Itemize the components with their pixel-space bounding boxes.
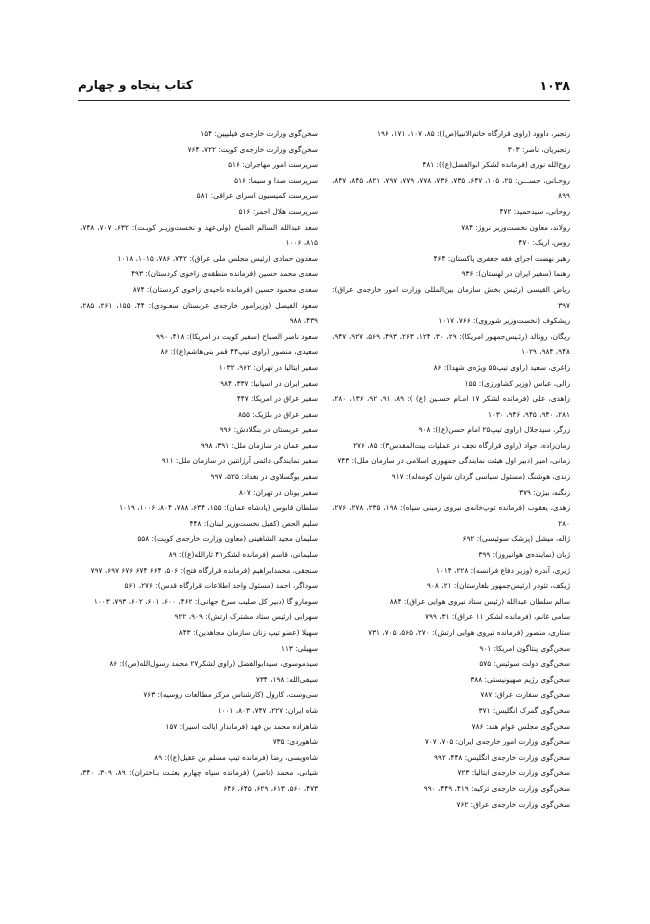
index-entry: سهیلا (عضو تیپ زنان سازمان مجاهدین): ۸۴۳ — [178, 628, 318, 637]
index-entry: سهرابی (رئیس ستاد مشترک ارتش): ۹۰۹، ۹۲۲ — [174, 612, 318, 622]
index-column-right — [332, 126, 570, 812]
page-number: ۱۰۳۸ — [539, 78, 570, 93]
index-entry: سنجقی، محمدابراهیم (فرمانده قرارگاه فتح): ۵۰۶، ۶۶۴ ۶۷۴ ۶۷۶ ۶۹۷، ۷۹۷ — [90, 565, 318, 575]
index-entry: روس، اریک: ۴۷۰ — [518, 238, 570, 248]
index-entry: زندی، هوشنگ (مسئول سیاسی گردان شوان کومه‌له): ۹۱۷ — [391, 472, 570, 482]
index-entry: سفیر نمایندگی دائمی آرژانتین در سازمان ملل: ۹۱۱ — [161, 456, 318, 466]
index-entry: سلطان قابوس (پادشاه عمان): ۱۵۵، ۶۳۴، ۷۸۸، ۸۰۴، ۱۰۰۶، ۱۰۱۹ — [119, 503, 318, 513]
index-entry: سخن‌گوی سفارت عراق: ۷۸۷ — [480, 690, 570, 700]
index-entry: ریاض القیسی (رئیس بخش سازمان بین‌المللی وزارت امور خارجه‌ی عراق): ۳۹۷ — [332, 284, 570, 310]
index-entry: سی‌وست، کارول (کارشناس مرکز مطالعات روسیه): ۷۶۳ — [143, 690, 318, 700]
index-entry: روحانی، سیدحمید: ۴۷۲ — [499, 206, 570, 216]
index-entry: ژیری، آندره (وزیر دفاع فرانسه): ۲۲۸، ۱۰۱۴ — [435, 565, 570, 575]
index-entry: سلیم الحص (کفیل نخست‌وزیر لبنان): ۴۴۸ — [189, 518, 318, 528]
index-entry: سرپرست کمیسیون اسرای عراقی: ۵۸۱ — [196, 191, 318, 201]
index-entry: شاهوردی: ۷۳۵ — [272, 737, 318, 747]
index-entry: ژبان (نماینده‌ی هوانیروز): ۳۹۹ — [478, 550, 570, 560]
index-entry: سخن‌گوی پنتاگون امریکا: ۹۰۱ — [479, 643, 570, 653]
index-entry: سومارو گا (دبیر کل صلیب سرخ جهانی): ۴۶۲، ۶۰۰، ۶۰۱، ۶۰۲، ۷۹۳، ۱۰۰۳ — [93, 596, 318, 606]
index-entry: سفیر یوگسلاوی در بغداد: ۵۲۵، ۹۹۷ — [210, 472, 318, 482]
index-entry: سعود ناصر الصباح (سفیر کویت در امریکا): ۴۱۸، ۹۹۰ — [156, 331, 318, 341]
index-entry: سفیر عراق در امریکا: ۴۴۷ — [236, 394, 318, 404]
index-entry: زهدی، یعقوب (فرمانده توپ‌خانه‌ی نیروی زمینی سپاه): ۱۹۸، ۲۳۵، ۲۷۸، ۲۷۶، ۲۸۰ — [332, 503, 570, 528]
index-entry: سفیر عراق در بلژیک: ۸۵۵ — [238, 409, 318, 419]
index-entry: سوداگر، احمد (مسئول واحد اطلاعات قرارگاه قدس): ۲۷۶، ۵۶۱ — [124, 581, 318, 591]
index-entry: رولاند، معاون نخست‌وزیر نروژ: ۷۸۴ — [461, 222, 570, 232]
index-entry: ستاری، منصور (فرمانده نیروی هوایی ارتش): ۲۷۰، ۵۶۵، ۷۰۵، ۷۳۱ — [368, 628, 570, 637]
index-entry: سفیر عمان در سازمان ملل: ۳۹۱، ۹۹۸ — [200, 440, 318, 450]
header-rule — [78, 100, 570, 101]
index-entry: سخن‌گوی مجلس عوام هند: ۷۸۶ — [471, 721, 570, 731]
index-entry: سخن‌گوی رژیم صهیونیستی: ۳۸۸ — [470, 674, 570, 684]
index-entry: سخن‌گوی وزارت خارجه‌ی ترکیه: ۴۱۹، ۴۴۹، ۹۹۰ — [423, 783, 570, 793]
index-entry: سعود الفیصل (وزیرامور خارجه‌ی عربستان سعـودی): ۴۴، ۱۵۵، ۲۶۱، ۲۸۵، ۴۳۹، ۹۸۸ — [80, 300, 318, 326]
index-entry: سرپرست امور مهاجران: ۵۱۶ — [228, 160, 318, 170]
index-entry: سفیر یونان در تهران: ۸۰۷ — [238, 487, 318, 497]
page-header — [78, 76, 570, 98]
index-entry: زالی، عباس (وزیر کشاورزی): ۱۵۵ — [464, 378, 570, 388]
index-entry: زمان‌زاده، جواد (راوی قرارگاه نجف در عملیات بیت‌المقدس۳): ۸۵، ۲۷۶ — [353, 440, 570, 450]
index-entry: سعیدی، منصور (راوی تیپ۴۴ قمر بنی‌هاشم(ع)): ۸۶ — [160, 347, 318, 357]
index-entry: ژاله، میشل (پزشک سوئیسی): ۶۹۲ — [462, 534, 570, 544]
index-entry: سالم سلطان عبدالله (رئیس ستاد نیروی هوایی عراق): ۸۸۴ — [389, 596, 570, 606]
index-entry: سخن‌گوی وزارت خارجه‌ی انگلیس: ۴۴۸، ۹۹۲ — [433, 752, 570, 762]
index-entry: زمانی، امیر (دبیر اول هیئت نمایندگی جمهوری اسلامی در سازمان ملل): ۷۴۳ — [337, 456, 570, 466]
index-entry: سفیر ایران در اسپانیا: ۳۳۷، ۹۸۴ — [220, 378, 318, 388]
index-entry: شیانی، محمد (ناصر) (فرمانده سپاه چهارم بعثـت بـاختران): ۸۹، ۳۰۹، ۳۴۰، ۴۷۳، ۵۶۰، ۶۱۳، ۶۲۹، ۶۴۵، ۶۴۶ — [80, 768, 318, 793]
index-entry: شاه‌ویسی، رضا (فرمانده تیپ مسلم بن عقیل(ع)): ۸۹ — [154, 752, 318, 762]
index-entry: رهبر نهضت اجرای فقه جعفری پاکستان: ۴۶۴ — [433, 253, 570, 263]
index-entry: سفیر عربستان در بنگلادش: ۹۹۶ — [219, 425, 318, 435]
index-entry: سخن‌گوی وزارت امور خارجه‌ی ایران: ۷۰۵، ۷۰۷ — [424, 737, 570, 747]
index-entry: روح‌الله نوری (فرمانده لشکر ابوالفضل(ع)): ۴۸۱ — [422, 160, 570, 170]
index-entry: سعد عبدالله السالم الصباح (ولی‌عهد و نخست‌وزیـر کویـت): ۶۳۲، ۷۰۷، ۷۴۸، ۸۱۵، ۱۰۰۶ — [80, 222, 318, 248]
index-entry: سعدون حمادی (رئیس مجلس ملی عراق): ۷۴۲، ۷۸۶، ۱۰۱۵، ۱۰۱۸ — [117, 253, 318, 263]
book-title: کتاب پنجاه و چهارم — [78, 78, 193, 92]
index-entry: ژیکف، تئودر (رئیس‌جمهور بلغارستان): ۲۱، ۹۰۸ — [427, 581, 570, 591]
index-entry: سخن‌گوی وزارت خارجه‌ی کویت: ۷۲۲، ۷۶۴ — [187, 144, 318, 154]
index-entry: رنجبریان، ناصر: ۳۰۳ — [507, 144, 570, 154]
index-entry: روحـانی، حســـن: ۲۵، ۱۰۵، ۶۴۷، ۷۳۵، ۷۳۶، ۷۷۸، ۷۷۹، ۷۹۷، ۸۲۱، ۸۴۵، ۸۴۷، ۸۹۹ — [332, 175, 570, 201]
index-entry: زنگنه، بیژن: ۳۷۹ — [519, 487, 570, 497]
index-entry: رهنما (سفیر ایران در لهستان): ۹۳۶ — [461, 269, 570, 279]
index-entry: شاه ایران: ۲۲۷، ۷۴۷، ۸۰۳، ۱۰۰۱ — [217, 705, 318, 715]
index-entry: سخن‌گوی وزارت خارجه‌ی عراق: ۷۶۲ — [456, 799, 570, 809]
index-entry: سخن‌گوی وزارت خارجه‌ی فیلیپین: ۱۵۴ — [200, 129, 318, 138]
index-entry: شاهزاده محمد بن فهد (فرماندار ایالت اسیر): ۱۵۷ — [165, 721, 318, 731]
index-entry: زرگر، سیدجلال (راوی تیپ۲۵ امام حسن(ع)): ۹۰۸ — [418, 425, 570, 435]
index-entry: سامی غانم، (فرمانده لشکر ۱۱ عراق): ۳۱، ۷۹۹ — [425, 612, 570, 622]
index-entry: سرپرست صدا و سیما: ۵۱۶ — [234, 175, 318, 185]
index-entry: سعدی محمد حسین (فرمانده منطقه‌ی زاخوی کردستان): ۴۹۳ — [131, 269, 318, 279]
index-entry: سهیلی: ۱۱۳ — [281, 643, 318, 653]
index-entry: سفیر ایتالیا در تهران: ۹۶۲، ۱۰۳۲ — [218, 362, 318, 372]
index-entry: ریشکوف (نخست‌وزیر شوروی): ۷۶۶، ۱۰۱۷ — [438, 316, 570, 326]
index-entry: سخن‌گوی وزارت خارجه‌ی ایتالیا: ۷۲۳ — [457, 768, 570, 778]
index-entry: زاهدی، علی (فرمانده لشکر ۱۷ امـام حسـین (ع) ): ۸۹، ۹۱، ۹۲، ۱۳۶، ۲۸۰، ۲۸۱، ۹۴۰، ۹۴۵، ۹۴۶، ۱۰۳۰ — [332, 394, 570, 419]
index-entry: سیدموسوی، سیدابوالفضل (راوی لشکر۲۷ محمد رسول‌الله(ص)): ۸۶ — [109, 659, 318, 669]
index-entry: سلیمان مجید الشاهینی (معاون وزارت خارجه‌ی کویت): ۵۵۸ — [137, 534, 318, 544]
index-entry: سعدی محمود حسین (فرمانده ناحیه‌ی زاخوی کردستان): ۸۷۴ — [132, 284, 318, 294]
index-entry: سیفی‌الله: ۱۹۸، ۷۳۴ — [255, 674, 318, 684]
index-entry: سخن‌گوی دولت سوئیس: ۵۷۵ — [479, 659, 570, 669]
index-entry: ریگان، رونالد (رئـیس‌جمهور امریکا): ۲۹، ۳۰، ۱۲۴، ۲۶۳، ۴۹۳، ۵۶۹، ۹۲۷، ۹۴۷، ۹۴۸، ۹۸۴، ۱۰۲۹ — [332, 331, 570, 357]
index-entry: سرپرست هلال احمر: ۵۱۶ — [238, 206, 318, 216]
index-entry: سخن‌گوی گمرک انگلیس: ۳۷۱ — [478, 705, 570, 715]
index-entry: سلیمانی، قاسم (فرمانده لشکر۴۱ ثارالله(ع)): ۸۹ — [168, 550, 318, 560]
index-entry: رنجبر، داوود (راوی قرارگاه خاتم‌الانبیا(ص)): ۸۵، ۱۰۷، ۱۷۱، ۱۹۶ — [377, 129, 570, 138]
index-entry: زاغری، سعید (راوی تیپ۵۵ ویژه‌ی شهدا): ۸۶ — [433, 362, 570, 372]
index-column-left — [80, 126, 318, 797]
